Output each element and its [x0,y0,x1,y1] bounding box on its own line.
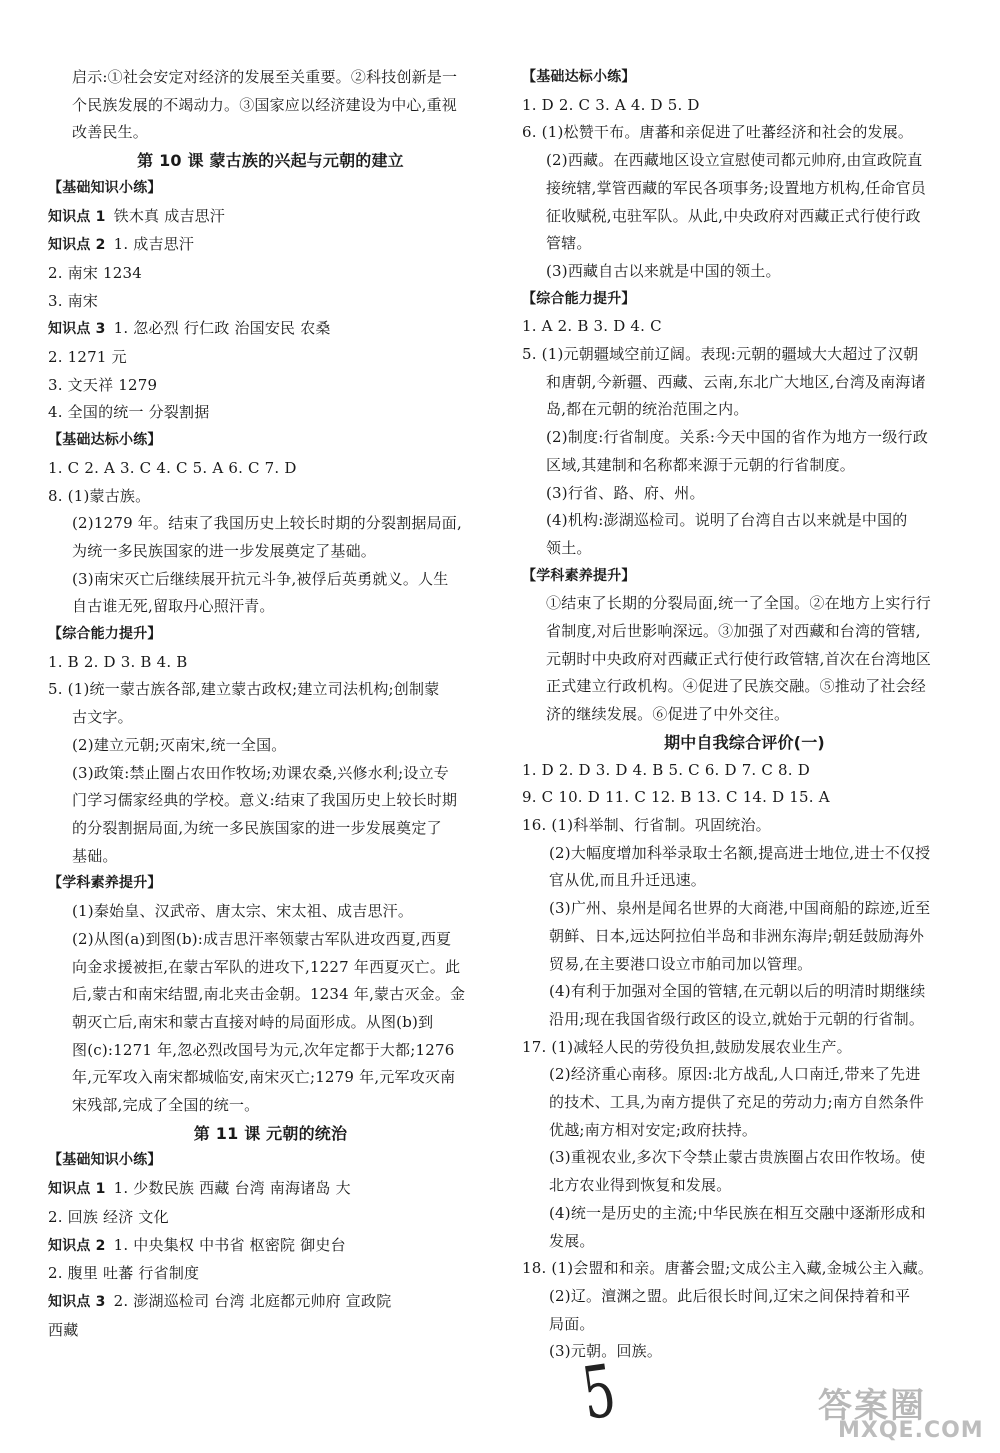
line-text: 个民族发展的不竭动力。③国家应以经济建设为中心,重视 [72,95,457,114]
line-text: 【基础知识小练】 [48,179,162,196]
line-text: 2. 腹里 吐蕃 行省制度 [48,1264,200,1283]
line-text: 1. D 2. C 3. A 4. D 5. D [522,95,700,114]
line-text: 17. (1)减轻人民的劳役负担,鼓励发展农业生产。 [522,1037,852,1056]
line-text: (2)大幅度增加科举录取士名额,提高进士地位,进士不仅授 [549,843,931,862]
line-text: 自古谁无死,留取丹心照汗青。 [72,597,275,616]
line-text: (1)秦始皇、汉武帝、唐太宗、宋太祖、成吉思汗。 [72,902,414,921]
answer-line [522,1311,967,1339]
answer-line [48,898,493,926]
answer-line [522,535,967,563]
answer-line [48,1260,493,1288]
answer-line [48,760,493,788]
line-text: 【基础达标小练】 [48,432,162,449]
line-text: 【综合能力提升】 [522,290,636,307]
answer-line [522,396,967,424]
line-text: 的技术、工具,为南方提供了充足的劳动力;南方自然条件 [549,1093,925,1112]
answer-line [522,369,967,397]
knowledge-point-label: 知识点 3 [48,1293,106,1310]
line-text: 管辖。 [546,234,592,253]
lesson-title [48,1120,493,1148]
line-text: 领土。 [546,538,592,557]
answer-line [48,510,493,538]
line-text: 第 11 课 元朝的统治 [193,1123,348,1143]
answer-line [522,1255,967,1283]
answer-line [522,1200,967,1228]
line-text: 【学科素养提升】 [522,567,636,584]
answer-line [522,92,967,120]
line-text: (4)统一是历史的主流;中华民族在相互交融中逐渐形成和 [549,1203,926,1222]
line-text: 朝鲜、日本,远达阿拉伯半岛和非洲东海岸;朝廷鼓励海外 [549,926,925,945]
answer-line [522,1006,967,1034]
answer-line [48,1317,493,1345]
answer-line [522,1144,967,1172]
answer-line [522,618,967,646]
line-text: (2)西藏。在西藏地区设立宣慰使司都元帅府,由宣政院直 [546,151,923,170]
answer-line [48,676,493,704]
line-text: ①结束了长期的分裂局面,统一了全国。②在地方上实行行 [546,594,931,613]
line-text: 改善民生。 [72,123,149,142]
section-heading [48,427,493,455]
answer-line [48,649,493,677]
line-text: 5. (1)元朝疆域空前辽阔。表现:元朝的疆域大大超过了汉朝 [522,345,919,364]
line-text: 官从优,而且升迁迅速。 [549,871,706,890]
answer-line [522,1117,967,1145]
line-text: 18. (1)会盟和和亲。唐蕃会盟;文成公主入藏,金城公主入藏。 [522,1259,934,1278]
answer-line [522,480,967,508]
line-text: 为统一多民族国家的进一步发展奠定了基础。 [72,541,377,560]
section-heading [48,870,493,898]
line-text: (2)建立元朝;灭南宋,统一全国。 [72,735,287,754]
line-text: (2)1279 年。结束了我国历史上较长时期的分裂割据局面, [72,514,462,533]
answer-line [522,452,967,480]
line-text: 正式建立行政机构。④促进了民族交融。⑤推动了社会经 [546,677,927,696]
answer-line [522,1061,967,1089]
section-heading [48,175,493,203]
answer-line [522,119,967,147]
knowledge-point-label: 知识点 2 [48,1237,106,1254]
answer-line [48,203,493,232]
line-text: 9. C 10. D 11. C 12. B 13. C 14. D 15. A [522,788,830,807]
line-text: 第 10 课 蒙古族的兴起与元朝的建立 [137,151,404,171]
answer-line [522,784,967,812]
line-text: 向金求援被拒,在蒙古军队的进攻下,1227 年西夏灭亡。此 [72,957,461,976]
answer-line [522,646,967,674]
answer-line [48,815,493,843]
answer-line [48,260,493,288]
line-text: 16. (1)科举制、行省制。巩固统治。 [522,815,771,834]
answer-line [48,843,493,871]
line-text: 区域,其建制和名称都来源于元朝的行省制度。 [546,455,855,474]
answer-line [522,258,967,286]
answer-line [48,981,493,1009]
line-text: 6. (1)松赞干布。唐蕃和亲促进了吐蕃经济和社会的发展。 [522,123,914,142]
answer-line [48,926,493,954]
line-text: 基础。 [72,846,118,865]
line-text: 1. D 2. D 3. D 4. B 5. C 6. D 7. C 8. D [522,760,810,779]
answer-line [522,203,967,231]
answer-line [48,315,493,344]
line-text: 发展。 [549,1231,595,1250]
line-text: 贸易,在主要港口设立市舶司加以管理。 [549,954,813,973]
answer-line [522,424,967,452]
answer-line [522,701,967,729]
answer-line [522,951,967,979]
line-text: (3)行省、路、府、州。 [546,483,705,502]
answer-line [48,1204,493,1232]
answer-line [48,1037,493,1065]
answer-line [48,372,493,400]
section-heading [522,64,967,92]
answer-line [522,507,967,535]
line-text: (3)广州、泉州是闻名世界的大商港,中国商船的踪迹,近至 [549,899,931,918]
answer-line [48,455,493,483]
answer-line [48,64,493,92]
line-text: 北方农业得到恢复和发展。 [549,1176,732,1195]
answer-line [48,1288,493,1317]
line-text: 后,蒙古和南宋结盟,南北夹击金朝。1234 年,蒙古灭金。金 [72,985,466,1004]
line-text: 和唐朝,今新疆、西藏、云南,东北广大地区,台湾及南海诸 [546,372,926,391]
watermark-logo [818,1378,996,1448]
line-text: (3)元朝。回族。 [549,1342,663,1361]
line-text: 2. 1271 元 [48,348,127,367]
answer-line [522,1228,967,1256]
line-text: 2. 澎湖巡检司 台湾 北庭都元帅府 宣政院 [113,1291,392,1310]
answer-line [522,812,967,840]
answer-line [522,895,967,923]
line-text: (2)制度:行省制度。关系:今天中国的省作为地方一级行政 [546,428,928,447]
lesson-title [522,729,967,757]
answer-line [522,923,967,951]
line-text: (3)重视农业,多次下令禁止蒙古贵族圈占农田作牧场。使 [549,1148,926,1167]
line-text: 1. 中央集权 中书省 枢密院 御史台 [113,1235,346,1254]
line-text: 1. B 2. D 3. B 4. B [48,652,188,671]
answer-line [522,230,967,258]
answer-line [522,1089,967,1117]
line-text: 图(c):1271 年,忽必烈改国号为元,次年定都于大都;1276 [72,1040,455,1059]
line-text: 3. 文天祥 1279 [48,375,158,394]
line-text: 1. 忽必烈 行仁政 治国安民 农桑 [113,319,331,338]
line-text: 元朝时中央政府对西藏正式行使行政管辖,首次在台湾地区 [546,649,931,668]
section-heading [48,621,493,649]
answer-line [48,344,493,372]
answer-line [48,732,493,760]
answer-line [522,175,967,203]
section-heading [522,286,967,314]
answer-line [48,704,493,732]
answer-line [522,1283,967,1311]
answer-line [522,1034,967,1062]
answer-line [522,313,967,341]
line-text: 西藏 [48,1320,79,1339]
line-text: 济的继续发展。⑥促进了中外交往。 [546,705,790,724]
answer-line [48,1092,493,1120]
line-text: 征收赋税,屯驻军队。从此,中央政府对西藏正式行使行政 [546,206,921,225]
line-text: (4)有利于加强对全国的管辖,在元朝以后的明清时期继续 [549,982,926,1001]
answer-line [522,840,967,868]
answer-line [48,593,493,621]
answer-line [48,92,493,120]
line-text: 2. 回族 经济 文化 [48,1207,169,1226]
line-text: (3)西藏自古以来就是中国的领土。 [546,261,781,280]
line-text: (2)从图(a)到图(b):成吉思汗率领蒙古军队进攻西夏,西夏 [72,929,452,948]
line-text: 古文字。 [72,708,133,727]
answer-line [522,673,967,701]
knowledge-point-label: 知识点 2 [48,237,106,254]
line-text: 2. 南宋 1234 [48,263,143,282]
line-text: 铁木真 成吉思汗 [113,206,225,225]
answer-line [522,341,967,369]
answer-line [48,1009,493,1037]
knowledge-point-label: 知识点 3 [48,321,106,338]
answer-line [522,757,967,785]
answer-line [48,483,493,511]
answer-line [48,288,493,316]
line-text: 朝灭亡后,南宋和蒙古直接对峙的局面形成。从图(b)到 [72,1012,434,1031]
line-text: 门学习儒家经典的学校。意义:结束了我国历史上较长时期 [72,791,458,810]
answer-line [522,147,967,175]
line-text: 期中自我综合评价(一) [664,732,825,752]
lesson-title [48,147,493,175]
line-text: 1. C 2. A 3. C 4. C 5. A 6. C 7. D [48,458,297,477]
line-text: (2)辽。澶渊之盟。此后很长时间,辽宋之间保持着和平 [549,1286,911,1305]
line-text: 1. 成吉思汗 [113,235,195,254]
line-text: 局面。 [549,1314,595,1333]
line-text: 年,元军攻入南宋都城临安,南宋灭亡;1279 年,元军攻灭南 [72,1068,456,1087]
knowledge-point-label: 知识点 1 [48,208,106,225]
answer-line [48,787,493,815]
answer-line [48,119,493,147]
knowledge-point-label: 知识点 1 [48,1181,106,1198]
line-text: 启示:①社会安定对经济的发展至关重要。②科技创新是一 [72,68,458,86]
answer-line [522,867,967,895]
line-text: 5. (1)统一蒙古族各部,建立蒙古政权;建立司法机构;创制蒙 [48,680,440,699]
watermark-cn: 答案圈 [818,1386,926,1426]
line-text: (4)机构:澎湖巡检司。说明了台湾自古以来就是中国的 [546,511,908,530]
line-text: (2)经济重心南移。原因:北方战乱,人口南迁,带来了先进 [549,1065,921,1084]
line-text: 【综合能力提升】 [48,626,162,643]
section-heading [522,563,967,591]
line-text: 接统辖,掌管西藏的军民各项事务;设置地方机构,任命官员 [546,178,926,197]
answer-line [48,954,493,982]
right-column [522,64,967,1366]
line-text: 3. 南宋 [48,291,99,310]
line-text: 岛,都在元朝的统治范围之内。 [546,400,749,419]
line-text: 宋残部,完成了全国的统一。 [72,1096,260,1115]
answer-line [522,978,967,1006]
answer-line [522,590,967,618]
section-heading [48,1147,493,1175]
answer-line [48,231,493,260]
line-text: 省制度,对后世影响深远。③加强了对西藏和台湾的管辖, [546,622,921,641]
left-column [48,64,493,1344]
line-text: 的分裂割据局面,为统一多民族国家的进一步发展奠定了 [72,818,442,837]
line-text: 1. 少数民族 西藏 台湾 南海诸岛 大 [113,1179,351,1198]
line-text: 4. 全国的统一 分裂割据 [48,403,210,422]
line-text: 优越;南方相对安定;政府扶持。 [549,1120,758,1139]
line-text: 8. (1)蒙古族。 [48,486,151,505]
line-text: 【基础达标小练】 [522,69,636,85]
answer-line [48,399,493,427]
answer-line [48,1175,493,1204]
answer-line [48,566,493,594]
line-text: 沿用;现在我国省级行政区的设立,就始于元朝的行省制。 [549,1009,925,1028]
line-text: 【学科素养提升】 [48,875,162,892]
page-number: 5 [577,1348,621,1436]
line-text: 1. A 2. B 3. D 4. C [522,317,662,336]
line-text: (3)南宋灭亡后继续展开抗元斗争,被俘后英勇就义。人生 [72,569,449,588]
line-text: (3)政策:禁止圈占农田作牧场;劝课农桑,兴修水利;设立专 [72,763,449,782]
line-text: 【基础知识小练】 [48,1152,162,1169]
answer-line [48,538,493,566]
watermark-en: MXQE.COM [838,1418,984,1443]
answer-line [48,1232,493,1261]
answer-line [48,1064,493,1092]
answer-line [522,1172,967,1200]
